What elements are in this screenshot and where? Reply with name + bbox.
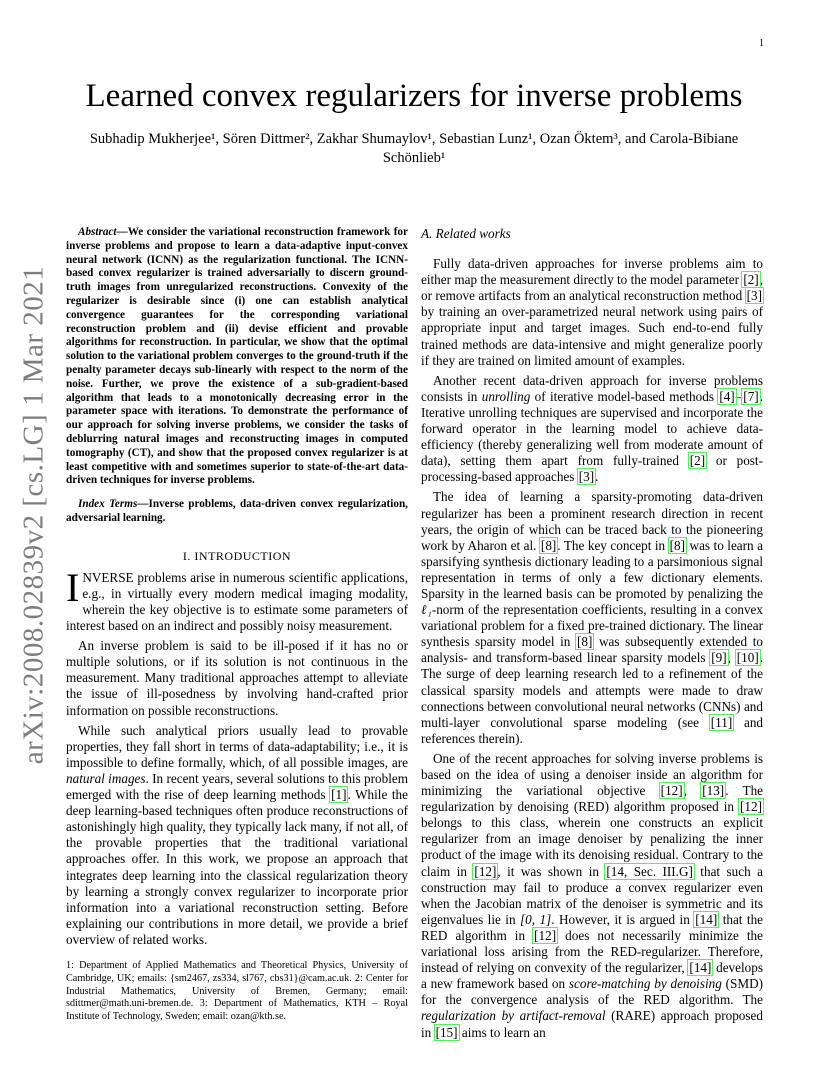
citation-link[interactable]: [12] [474,863,497,879]
citation-link[interactable]: [14] [689,960,712,976]
paragraph-text: -norm of the representation coefficients, resulting in a convex variational problem for a fixed pre-trained dictionary. The linear synthesis sparsity model in [421,602,763,650]
citation-link[interactable]: [14] [695,911,718,927]
citation-link[interactable]: [9] [711,650,727,666]
paragraph-text: does not necessarily minimize the variational loss arising from the RED-regularizer. Therefore, instead of relying on convexity of the regularizer, [421,927,763,976]
paragraph-text: was to learn a sparsifying synthesis dictionary leading to a parsimonious signal representation in terms of only a few dictionary elements. Sparsity in the learned basis can be promoted by penalizing the [421,537,763,601]
intro-p3-emphasis: natural images [66,770,146,786]
citation-link[interactable]: [8] [669,537,686,553]
paragraph-text: and references therein). [421,714,764,746]
author-list: Subhadip Mukherjee¹, Sören Dittmer², Zakhar Shumaylov¹, Sebastian Lunz¹, Ozan Öktem³, and Carola-Bibiane Schönlieb¹ [89,131,739,166]
intro-p1-text: NVERSE problems arise in numerous scientific applications, e.g., in virtually every modern medical imaging modality, wherein the key objective is to estimate some parameters of interest based on an indirect and possibly noisy measurement. [66,569,408,634]
arxiv-stamp-text: arXiv:2008.02839v2 [cs.LG] 1 Mar 2021 [17,265,49,765]
arxiv-stamp [6,265,61,765]
citation-link[interactable]: [8] [577,634,593,650]
emphasis-text: regularization by artifact-removal [421,1008,606,1024]
citation-link[interactable]: [2] [743,272,759,288]
paragraph-text: or post-processing-based approaches [421,453,763,485]
abstract-text: —We consider the variational reconstruction framework for inverse problems and propose to learn a data-adaptive input-convex neural network (ICNN) as the regularization functional. The ICNN-based convex regularizer is trained adversarially to discern ground-truth images from unregularized reconstructions. Convexity of the regularizer is desirable since (i) one can establish analytical convergence guarantees for the corresponding variational reconstruction problem and (ii) devise efficient and provable algorithms for reconstruction. In particular, we show that the optimal solution to the variational problem converges to the ground-truth if the penalty parameter decays sub-linearly with respect to the norm of the noise. Further, we prove the existence of a sub-gradient-based algorithm that leads to a monotonically decreasing error in the parameter space with iterations. To demonstrate the performance of our approach for solving inverse problems, we consider the tasks of deblurring natural images and reconstructing images in computed tomography (CT), and show that the proposed convex regularizer is at least competitive with and sometimes superior to state-of-the-art data-driven techniques for inverse problems. [66,226,408,487]
paragraph-text: – [735,388,743,404]
emphasis-text: score-matching by denoising [568,976,722,992]
intro-p3-text-c: . While the deep learning-based techniques often produce reconstructions of astonishingly high quality, they typically lack many, if not all, of the provable properties that the traditional variational approaches offer. In this work, we propose an approach that integrates deep learning into the classical regularization theory by learning a strongly convex regularizer to incorporate prior information into a variational reconstruction setting. Before explaining our contributions in more detail, we provide a brief overview of related works. [66,787,408,947]
paragraph-text: Another recent data-driven approach for inverse problems consists in [421,372,763,404]
section-heading-introduction: I. INTRODUCTION [182,548,292,563]
affiliation-footnote: 1: Department of Applied Mathematics and Theoretical Physics, University of Cambridge, UK; emails: {sm2467, zs334, sl767, cbs31}@cam.ac.uk. 2: Center for Industrial Mathematics, University of Bremen, Germany; email: sdittmer@math.uni-bremen.de. 3: Department of Mathematics, KTH – Royal Institute of Technology, Sweden; email: ozan@kth.se. [66,959,408,1023]
paragraph-text: develops a new framework based on [421,960,763,992]
index-terms [66,498,408,526]
paragraph-text: Fully data-driven approaches for inverse problems aim to either map the measurement directly to the model parameter [421,256,763,288]
paragraph-text: was subsequently extended to analysis- and transform-based linear sparsity models [421,634,763,666]
citation-link[interactable]: [3] [578,469,595,485]
intro-p3-text-b: . In recent years, several solutions to this problem emerged with the rise of deep learning methods [66,770,408,803]
paragraph-text: . [595,469,599,485]
citation-link[interactable]: [8] [540,537,557,553]
paragraph-text: . The surge of deep learning research led to a refinement of the classical sparsity models and attempts were made to draw connections between convolutional neural networks (CNNs) and multi-layer convolutional sparse modeling (see [421,650,764,730]
citation-link[interactable]: [12] [534,927,557,943]
related-paragraph-3 [421,489,763,747]
intro-paragraph-2: An inverse problem is said to be ill-posed if it has no or multiple solutions, or if its solution is not continuous in the measurement. Many traditional approaches attempt to alleviate the issue of ill-posedness by involving hand-crafted prior information on possible reconstructions. [66,638,408,718]
citation-link[interactable]: [4] [719,388,735,404]
citation-link[interactable]: [3] [746,288,762,304]
right-column [421,218,763,1045]
left-column [66,218,408,1024]
index-terms-text: —Inverse problems, data-driven convex regularization, adversarial learning. [66,498,408,524]
emphasis-text: unrolling [481,388,531,404]
paragraph-text: that such a construction may fail to produce a convex regularizer even when the Jacobian matrix of the denoiser is symmetric and its eigenvalues lie in [421,863,763,927]
subsection-heading-related-works: A. Related works [421,226,511,241]
paragraph-text: , or remove artifacts from an analytical reconstruction method [421,272,763,304]
drop-cap: I [66,564,80,610]
paragraph-text: that the RED algorithm in [421,911,764,943]
index-terms-label: Index Terms [78,498,138,511]
paragraph-text: , it was shown in [497,863,606,879]
abstract-label: Abstract [78,226,117,238]
citation-link[interactable]: [13] [702,783,725,799]
emphasis-text: [0, 1] [520,911,552,927]
paragraph-text: , [727,650,736,666]
intro-paragraph-1 [66,564,408,634]
emphasis-text: ℓ₁ [421,602,432,618]
intro-paragraph-3 [66,723,408,948]
paragraph-text: . The regularization by denoising (RED) algorithm proposed in [421,783,764,815]
citation-link[interactable]: [7] [743,388,759,404]
abstract [66,226,408,488]
paragraph-text: by training an over-parametrized neural network using pairs of appropriate input and target images. Such end-to-end fully trained methods are data-intensive and might generalize poorly if they are trained on limited amount of examples. [421,304,763,368]
intro-p3-text-a: While such analytical priors usually lead to provable properties, they fall short in terms of data-adaptability; i.e., it is impossible to define formally, which, of all possible images, are [66,722,408,770]
citation-link[interactable]: [11] [710,714,733,730]
paper-title: Learned convex regularizers for inverse problems [85,78,743,114]
paragraph-text: of iterative model-based methods [530,388,719,404]
citation-link[interactable]: [1] [331,787,347,803]
paragraph-text: (RARE) approach proposed in [421,1008,763,1040]
paragraph-text: aims to learn an [458,1024,546,1040]
related-paragraph-2 [421,373,763,486]
related-paragraph-1 [421,256,763,369]
paragraph-text: . However, it is argued in [551,911,695,927]
citation-link[interactable]: [15] [435,1024,458,1040]
related-paragraph-4 [421,751,763,1041]
citation-link[interactable]: [2] [689,453,706,469]
paragraph-text: (SMD) for the convergence analysis of the RED algorithm. The [421,976,763,1008]
paragraph-text: belongs to this class, wherein one constructs an explicit regularizer from an image denoiser by penalizing the inner product of the image with its denoising residual. Contrary to the claim in [421,815,763,879]
citation-link[interactable]: [12] [660,783,683,799]
paragraph-text: . Iterative unrolling techniques are supervised and incorporate the forward operator in the learning model to achieve data-efficiency (thereby generalizing well from moderate amount of data), setting them apart from fully-trained [421,388,763,469]
paragraph-text: . The key concept in [557,537,669,553]
page-number: 1 [759,38,764,49]
paragraph-text: The idea of learning a sparsity-promoting data-driven regularizer has been a prominent research direction in recent years, the origin of which can be traced back to the pioneering work by Aharon et al. [421,489,763,553]
citation-link[interactable]: [10] [736,650,759,666]
citation-link[interactable]: [12] [740,799,762,815]
citation-link[interactable]: [14, Sec. III.G] [606,863,693,879]
paragraph-text: , [683,783,702,799]
paragraph-text: One of the recent approaches for solving inverse problems is based on the idea of using a denoiser inside an algorithm for minimizing the variational objective [421,750,763,799]
